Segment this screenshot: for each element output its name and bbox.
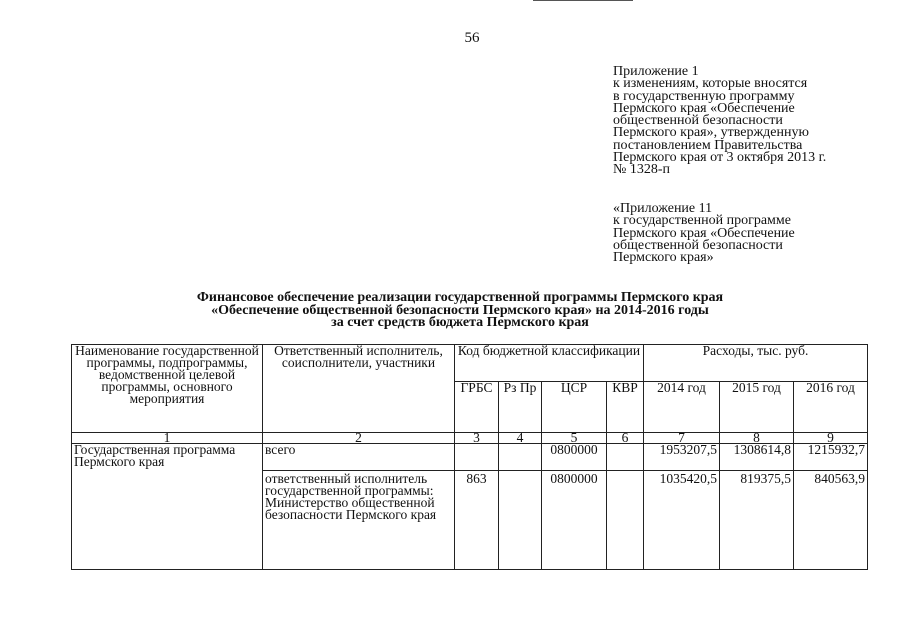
title-line-1: Финансовое обеспечение реализации государственной программы Пермского края <box>196 290 724 305</box>
header-2016: 2016 год <box>794 382 868 433</box>
kvr-cell <box>607 471 644 570</box>
header-budget-code: Код бюджетной классификации <box>455 345 644 382</box>
amount-2016-cell: 840563,9 <box>794 471 868 570</box>
grbs-cell: 863 <box>455 471 499 570</box>
column-number: 1 <box>72 433 263 444</box>
header-csr: ЦСР <box>542 382 607 433</box>
amount-2015-cell: 1308614,8 <box>720 444 794 471</box>
column-number: 6 <box>607 433 644 444</box>
csr-cell: 0800000 <box>542 471 607 570</box>
header-kvr: КВР <box>607 382 644 433</box>
grbs-cell <box>455 444 499 471</box>
kvr-cell <box>607 444 644 471</box>
column-number: 9 <box>794 433 868 444</box>
column-number: 7 <box>644 433 720 444</box>
amount-2014-cell: 1953207,5 <box>644 444 720 471</box>
page-number: 56 <box>464 30 480 46</box>
column-number: 8 <box>720 433 794 444</box>
header-rzpr: Рз Пр <box>499 382 542 433</box>
column-number: 5 <box>542 433 607 444</box>
header-expenses: Расходы, тыс. руб. <box>644 345 868 382</box>
responsible-cell: всего <box>263 444 455 471</box>
amount-2016-cell: 1215932,7 <box>794 444 868 471</box>
title-line-3: за счет средств бюджета Пермского края <box>331 315 589 330</box>
rzpr-cell <box>499 471 542 570</box>
top-rule <box>533 0 633 1</box>
header-grbs: ГРБС <box>455 382 499 433</box>
financing-table <box>71 344 868 570</box>
amount-2015-cell: 819375,5 <box>720 471 794 570</box>
amount-2014-cell: 1035420,5 <box>644 471 720 570</box>
column-number: 3 <box>455 433 499 444</box>
column-number: 2 <box>263 433 455 444</box>
column-number: 4 <box>499 433 542 444</box>
header-responsible: Ответственный исполнитель, соисполнители, участники <box>263 345 455 433</box>
column-number-row <box>72 433 868 444</box>
title-line-2: «Обеспечение общественной безопасности Пермского края» на 2014-2016 годы <box>211 302 709 318</box>
annex-1-note: Приложение 1 к изменениям, которые вносятся в государственную программу Пермского края «Обеспечение общественной безопасности Пермского края», утвержденную постановлением Правительства Пермского края от 3 октября 2013 г. № 1328-п <box>613 64 827 178</box>
rzpr-cell <box>499 444 542 471</box>
responsible-cell: ответственный исполнитель государственной программы: Министерство общественной безопасности Пермского края <box>263 471 455 570</box>
table-row <box>72 444 868 471</box>
annex-11-note: «Приложение 11 к государственной программе Пермского края «Обеспечение общественной безопасности Пермского края» <box>613 201 795 266</box>
header-2015: 2015 год <box>720 382 794 433</box>
header-2014: 2014 год <box>644 382 720 433</box>
document-title <box>110 292 810 330</box>
program-name-cell: Государственная программа Пермского края <box>72 444 263 570</box>
csr-cell: 0800000 <box>542 444 607 471</box>
header-name: Наименование государственной программы, подпрограммы, ведомственной целевой программы, основного мероприятия <box>72 345 263 433</box>
